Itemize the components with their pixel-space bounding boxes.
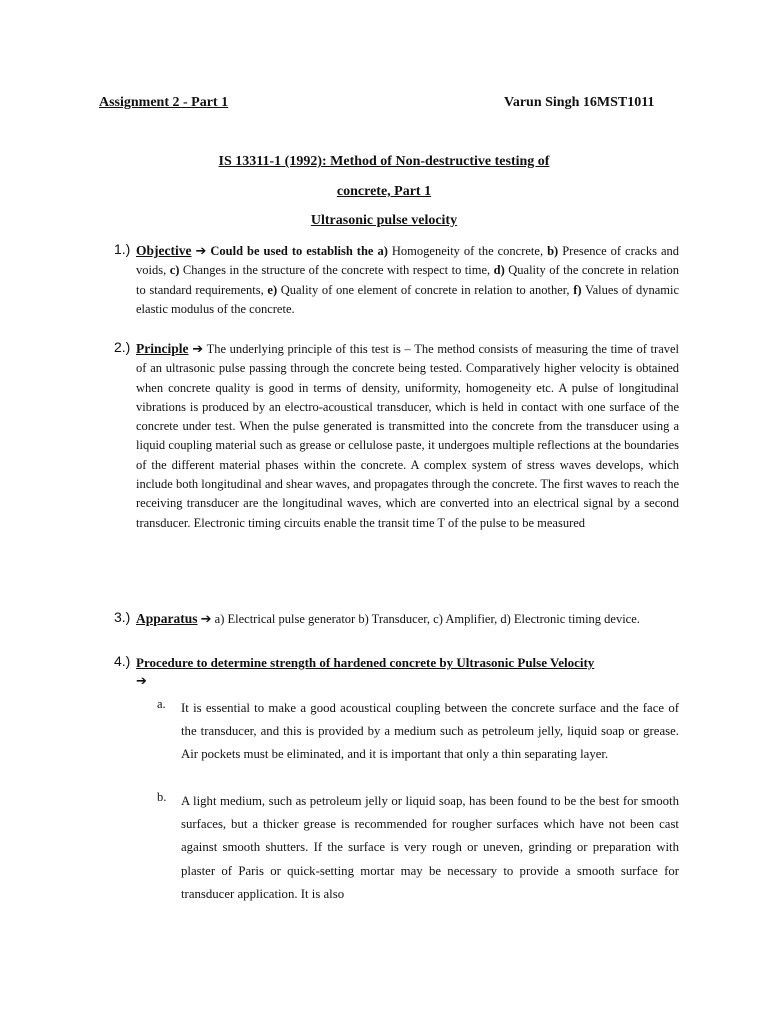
step-text: A light medium, such as petroleum jelly or liquid soap, has been found to be the best for smooth surfaces, but a thicker grease is recommended for rougher surfaces which have not been cast against smooth shutters. If the surface is very rough or uneven, grinding or preparation with plaster of Paris or quick-setting mortar may be necessary to provide a smooth surface for transducer application. It is also	[181, 794, 679, 901]
item-number: 1.)	[114, 241, 131, 257]
document-title-line-1: IS 13311-1 (1992): Method of Non-destructive testing of	[218, 154, 550, 169]
item-number: 4.)	[114, 653, 131, 669]
procedure-heading: Procedure to determine strength of hardened concrete by Ultrasonic Pulse Velocity	[136, 655, 595, 670]
list-item-principle	[114, 339, 684, 533]
arrow-icon: ➔	[136, 674, 147, 690]
list-item-apparatus	[114, 609, 684, 629]
part-key: c)	[169, 263, 180, 278]
part-key: d)	[493, 263, 505, 278]
document-title-line-2: concrete, Part 1	[336, 184, 432, 199]
assignment-heading: Assignment 2 - Part 1	[99, 95, 229, 110]
part-text: Values of dynamic elastic modulus of the concrete.	[136, 282, 680, 316]
objective-label: Objective	[136, 243, 192, 258]
step-letter: a.	[157, 697, 166, 711]
list-item-objective	[114, 241, 684, 319]
part-text: Quality of one element of concrete in relation to another,	[280, 282, 570, 297]
arrow-icon: ➔	[192, 342, 204, 357]
item-number: 2.)	[114, 339, 131, 355]
part-key: a)	[377, 244, 388, 258]
item-number: 3.)	[114, 609, 131, 625]
step-letter: b.	[157, 790, 167, 804]
part-text: Quality of the concrete in relation to standard requirements,	[136, 263, 680, 297]
part-text: Homogeneity of the concrete,	[391, 244, 544, 258]
arrow-icon: ➔	[200, 612, 212, 627]
document-subtitle: Ultrasonic pulse velocity	[310, 213, 458, 228]
list-item-procedure	[114, 653, 684, 692]
procedure-step-a	[157, 697, 679, 767]
part-key: e)	[267, 282, 278, 297]
principle-label: Principle	[136, 341, 189, 356]
principle-text: The underlying principle of this test is – The method consists of measuring the time of travel of an ultrasonic pulse passing through the concrete being tested. Comparatively higher velocity is obtained when concrete quality is good in terms of density, uniformity, homogeneity etc. A pulse of longitudinal vibrations is produced by an electro-acoustical transducer, which is held in contact with one surface of the concrete under test. When the pulse generated is transmitted into the concrete from the transducer using a liquid coupling material such as grease or cellulose paste, it undergoes multiple reflections at the boundaries of the different material phases within the concrete. A complex system of stress waves develops, which include both longitudinal and shear waves, and propagates through the concrete. The first waves to reach the receiving transducer are the longitudinal waves, which are converted into an electrical signal by a second transducer. Electronic timing circuits enable the transit time T of the pulse to be measured	[136, 342, 680, 530]
part-key: b)	[547, 244, 559, 258]
apparatus-label: Apparatus	[136, 611, 198, 626]
part-text: Presence of cracks and voids,	[136, 244, 680, 278]
step-text: It is essential to make a good acoustical coupling between the concrete surface and the face of the transducer, and this is provided by a medium such as petroleum jelly, liquid soap or grease. Air pockets must be eliminated, and it is important that only a thin separating layer.	[181, 701, 679, 762]
author-name: Varun Singh 16MST1011	[504, 95, 655, 110]
arrow-icon: ➔	[195, 244, 207, 259]
part-key: f)	[573, 282, 582, 297]
part-text: Changes in the structure of the concrete with respect to time,	[182, 263, 491, 278]
procedure-step-b	[157, 790, 679, 906]
apparatus-text: a) Electrical pulse generator b) Transducer, c) Amplifier, d) Electronic timing device.	[214, 612, 640, 626]
objective-lead: Could be used to establish the	[210, 244, 374, 258]
